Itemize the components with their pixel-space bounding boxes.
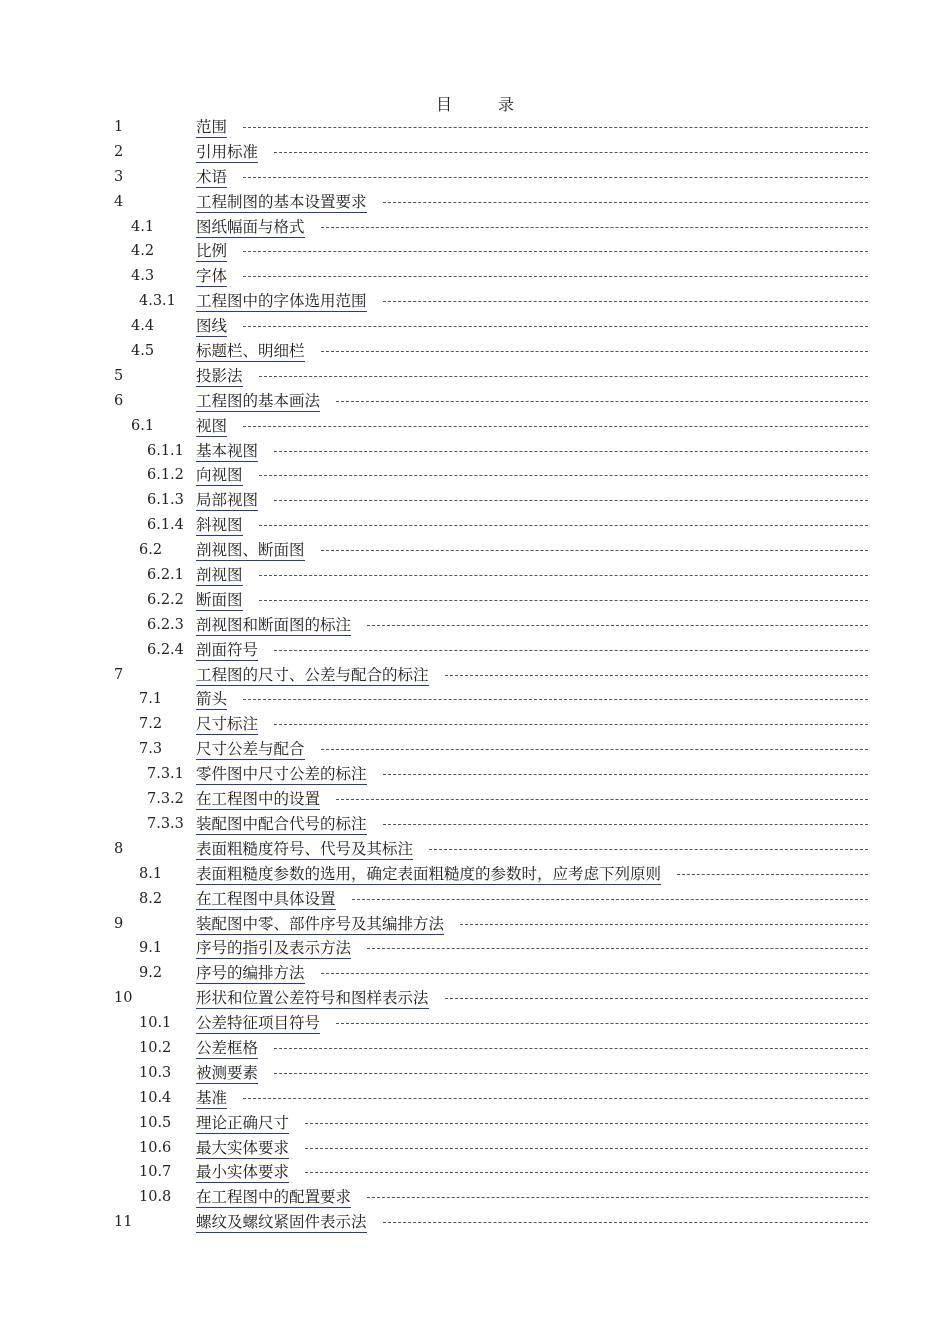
toc-leader-line xyxy=(321,351,868,352)
toc-entry[interactable] xyxy=(0,763,950,788)
toc-entry[interactable] xyxy=(0,987,950,1012)
toc-entry-link[interactable]: 尺寸标注 xyxy=(196,715,259,734)
toc-leader-line xyxy=(243,1098,868,1099)
toc-entry[interactable] xyxy=(0,589,950,614)
toc-entry-number: 6.1.3 xyxy=(147,492,184,509)
toc-entry-number: 10.3 xyxy=(139,1064,172,1081)
toc-entry-link[interactable]: 形状和位置公差符号和图样表示法 xyxy=(196,989,429,1008)
toc-leader-line xyxy=(243,699,868,700)
toc-entry-link[interactable]: 在工程图中的配置要求 xyxy=(196,1188,352,1207)
toc-leader-line xyxy=(367,1197,868,1198)
toc-entry-link[interactable]: 剖视图和断面图的标注 xyxy=(196,615,352,634)
toc-entry[interactable] xyxy=(0,813,950,838)
toc-leader-line xyxy=(677,874,868,875)
toc-entry[interactable] xyxy=(0,788,950,813)
toc-entry-number: 7.3 xyxy=(139,741,163,758)
toc-entry-number: 6.1.2 xyxy=(147,467,184,484)
toc-entry-number: 11 xyxy=(114,1214,133,1231)
toc-entry-link[interactable]: 装配图中配合代号的标注 xyxy=(196,814,367,833)
toc-leader-line xyxy=(274,451,868,452)
toc-entry-link[interactable]: 最小实体要求 xyxy=(196,1163,290,1182)
toc-entry-link[interactable]: 工程图的基本画法 xyxy=(196,391,321,410)
toc-entry-number: 8.2 xyxy=(139,890,163,907)
toc-entry-link[interactable]: 向视图 xyxy=(196,466,243,485)
toc-entry-number: 4.3 xyxy=(131,268,155,285)
toc-entry[interactable] xyxy=(0,290,950,315)
toc-entry[interactable] xyxy=(0,315,950,340)
toc-leader-line xyxy=(274,500,868,501)
toc-leader-line xyxy=(274,1073,868,1074)
toc-entry-link[interactable]: 比例 xyxy=(196,242,228,261)
toc-entry[interactable] xyxy=(0,539,950,564)
toc-entry-link[interactable]: 标题栏、明细栏 xyxy=(196,342,305,361)
toc-entry-link[interactable]: 最大实体要求 xyxy=(196,1138,290,1157)
toc-entry-link[interactable]: 序号的指引及表示方法 xyxy=(196,939,352,958)
toc-entry-number: 9 xyxy=(114,915,124,932)
toc-entry-link[interactable]: 图线 xyxy=(196,317,228,336)
toc-leader-line xyxy=(383,202,868,203)
toc-entry-link[interactable]: 理论正确尺寸 xyxy=(196,1113,290,1132)
toc-leader-line xyxy=(321,973,868,974)
toc-entry-number: 10.7 xyxy=(139,1164,172,1181)
toc-entry[interactable] xyxy=(0,1062,950,1087)
toc-entry[interactable] xyxy=(0,639,950,664)
toc-leader-line xyxy=(445,998,868,999)
toc-entry[interactable] xyxy=(0,913,950,938)
toc-leader-line xyxy=(429,849,868,850)
toc-leader-line xyxy=(243,127,868,128)
toc-entry[interactable] xyxy=(0,240,950,265)
toc-entry-number: 10.1 xyxy=(139,1015,172,1032)
toc-entry[interactable] xyxy=(0,937,950,962)
toc-entry[interactable] xyxy=(0,141,950,166)
toc-entry[interactable] xyxy=(0,514,950,539)
toc-heading-right: 录 xyxy=(498,95,515,114)
toc-entry-link[interactable]: 被测要素 xyxy=(196,1063,259,1082)
toc-entry[interactable] xyxy=(0,688,950,713)
toc-leader-line xyxy=(259,525,868,526)
toc-entry[interactable] xyxy=(0,1161,950,1186)
toc-entry-number: 5 xyxy=(114,367,124,384)
toc-entry-number: 6.1.4 xyxy=(147,517,184,534)
toc-entry-number: 7.2 xyxy=(139,716,163,733)
toc-entry-number: 4.2 xyxy=(131,243,155,260)
toc-entry-number: 6 xyxy=(114,392,124,409)
toc-entry-number: 4 xyxy=(114,193,124,210)
toc-entry[interactable] xyxy=(0,365,950,390)
toc-entry-number: 7 xyxy=(114,666,124,683)
toc-entry[interactable] xyxy=(0,1137,950,1162)
toc-leader-line xyxy=(243,177,868,178)
toc-entry[interactable] xyxy=(0,1186,950,1211)
toc-entry-number: 10.6 xyxy=(139,1139,172,1156)
toc-entry-number: 6.2 xyxy=(139,542,163,559)
toc-entry-number: 7.1 xyxy=(139,691,163,708)
toc-leader-line xyxy=(305,1148,868,1149)
toc-entry-number: 6.2.1 xyxy=(147,567,184,584)
toc-entry-link[interactable]: 工程图中的字体选用范围 xyxy=(196,292,367,311)
toc-entry-number: 7.3.3 xyxy=(147,815,184,832)
toc-leader-line xyxy=(274,650,868,651)
toc-entry-number: 4.1 xyxy=(131,218,155,235)
toc-leader-line xyxy=(274,1048,868,1049)
toc-entry-link[interactable]: 斜视图 xyxy=(196,516,243,535)
toc-leader-line xyxy=(383,774,868,775)
toc-entry-number: 10.4 xyxy=(139,1089,172,1106)
toc-entry-number: 6.2.3 xyxy=(147,616,184,633)
table-of-contents xyxy=(0,116,950,1236)
toc-entry[interactable] xyxy=(0,415,950,440)
toc-leader-line xyxy=(259,600,868,601)
toc-entry[interactable] xyxy=(0,340,950,365)
toc-heading xyxy=(0,92,950,115)
toc-leader-line xyxy=(383,1222,868,1223)
toc-leader-line xyxy=(259,376,868,377)
toc-entry-link[interactable]: 零件图中尺寸公差的标注 xyxy=(196,765,367,784)
toc-entry[interactable] xyxy=(0,390,950,415)
toc-entry-link[interactable]: 局部视图 xyxy=(196,491,259,510)
toc-leader-line xyxy=(321,749,868,750)
toc-leader-line xyxy=(460,924,868,925)
toc-entry-link[interactable]: 剖面符号 xyxy=(196,640,259,659)
toc-entry-number: 9.2 xyxy=(139,965,163,982)
toc-entry-link[interactable]: 在工程图中的设置 xyxy=(196,790,321,809)
toc-entry-link[interactable]: 尺寸公差与配合 xyxy=(196,740,305,759)
toc-entry[interactable] xyxy=(0,1211,950,1236)
toc-leader-line xyxy=(243,251,868,252)
toc-entry[interactable] xyxy=(0,564,950,589)
toc-entry[interactable] xyxy=(0,489,950,514)
toc-leader-line xyxy=(367,948,868,949)
toc-entry-link[interactable]: 工程图的尺寸、公差与配合的标注 xyxy=(196,665,429,684)
toc-entry-link[interactable]: 螺纹及螺纹紧固件表示法 xyxy=(196,1213,367,1232)
toc-entry[interactable] xyxy=(0,440,950,465)
toc-leader-line xyxy=(367,625,868,626)
toc-entry-link[interactable]: 公差框格 xyxy=(196,1038,259,1057)
toc-leader-line xyxy=(259,475,868,476)
toc-leader-line xyxy=(274,152,868,153)
toc-entry[interactable] xyxy=(0,1112,950,1137)
toc-leader-line xyxy=(305,1123,868,1124)
toc-entry[interactable] xyxy=(0,464,950,489)
toc-entry-number: 4.3.1 xyxy=(139,293,176,310)
toc-entry-link[interactable]: 基准 xyxy=(196,1088,228,1107)
toc-leader-line xyxy=(243,276,868,277)
toc-entry[interactable] xyxy=(0,738,950,763)
toc-entry[interactable] xyxy=(0,1087,950,1112)
toc-entry-link[interactable]: 图纸幅面与格式 xyxy=(196,217,305,236)
toc-entry-link[interactable]: 断面图 xyxy=(196,590,243,609)
toc-entry-number: 6.1.1 xyxy=(147,442,184,459)
toc-entry[interactable] xyxy=(0,191,950,216)
toc-entry[interactable] xyxy=(0,1037,950,1062)
toc-entry[interactable] xyxy=(0,1012,950,1037)
toc-entry-number: 10.8 xyxy=(139,1189,172,1206)
toc-entry-link[interactable]: 表面粗糙度参数的选用，确定表面粗糙度的参数时，应考虑下列原则 xyxy=(196,864,662,883)
toc-entry-number: 10.2 xyxy=(139,1039,172,1056)
toc-entry-link[interactable]: 公差特征项目符号 xyxy=(196,1014,321,1033)
toc-entry[interactable] xyxy=(0,216,950,241)
toc-leader-line xyxy=(352,899,868,900)
toc-entry-number: 6.1 xyxy=(131,417,155,434)
toc-entry[interactable] xyxy=(0,713,950,738)
toc-entry-number: 10.5 xyxy=(139,1114,172,1131)
toc-heading-left: 目 xyxy=(435,95,452,114)
toc-entry-number: 6.2.4 xyxy=(147,641,184,658)
toc-entry-link[interactable]: 装配图中零、部件序号及其编排方法 xyxy=(196,914,445,933)
toc-entry-link[interactable]: 剖视图、断面图 xyxy=(196,541,305,560)
toc-leader-line xyxy=(305,1172,868,1173)
toc-entry-number: 9.1 xyxy=(139,940,163,957)
toc-leader-line xyxy=(259,575,868,576)
toc-entry-link[interactable]: 术语 xyxy=(196,167,228,186)
toc-leader-line xyxy=(383,301,868,302)
toc-leader-line xyxy=(383,824,868,825)
toc-entry[interactable] xyxy=(0,888,950,913)
toc-entry[interactable] xyxy=(0,838,950,863)
toc-leader-line xyxy=(274,724,868,725)
toc-entry-number: 10 xyxy=(114,990,133,1007)
toc-entry-number: 6.2.2 xyxy=(147,591,184,608)
toc-leader-line xyxy=(336,1023,868,1024)
toc-leader-line xyxy=(445,675,868,676)
toc-entry-link[interactable]: 箭头 xyxy=(196,690,228,709)
toc-entry-link[interactable]: 在工程图中具体设置 xyxy=(196,889,336,908)
toc-entry-link[interactable]: 视图 xyxy=(196,416,228,435)
toc-entry-link[interactable]: 工程制图的基本设置要求 xyxy=(196,192,367,211)
toc-entry-link[interactable]: 表面粗糙度符号、代号及其标注 xyxy=(196,839,414,858)
toc-entry-link[interactable]: 引用标准 xyxy=(196,142,259,161)
toc-leader-line xyxy=(243,426,868,427)
toc-entry-number: 3 xyxy=(114,168,124,185)
toc-entry-number: 7.3.2 xyxy=(147,791,184,808)
toc-entry-number: 7.3.1 xyxy=(147,766,184,783)
toc-entry-number: 4.5 xyxy=(131,343,155,360)
toc-entry[interactable] xyxy=(0,166,950,191)
toc-entry-link[interactable]: 基本视图 xyxy=(196,441,259,460)
toc-leader-line xyxy=(243,326,868,327)
toc-leader-line xyxy=(321,227,868,228)
toc-entry-number: 8 xyxy=(114,840,124,857)
toc-entry[interactable] xyxy=(0,962,950,987)
toc-entry-link[interactable]: 字体 xyxy=(196,267,228,286)
toc-entry[interactable] xyxy=(0,265,950,290)
toc-leader-line xyxy=(336,799,868,800)
toc-leader-line xyxy=(336,401,868,402)
toc-entry[interactable] xyxy=(0,116,950,141)
toc-entry-link[interactable]: 投影法 xyxy=(196,366,243,385)
toc-entry-link[interactable]: 剖视图 xyxy=(196,566,243,585)
toc-entry-number: 1 xyxy=(114,119,124,135)
toc-entry-number: 8.1 xyxy=(139,865,163,882)
toc-entry[interactable] xyxy=(0,614,950,639)
toc-leader-line xyxy=(321,550,868,551)
toc-entry[interactable] xyxy=(0,664,950,689)
toc-entry-link[interactable]: 范围 xyxy=(196,118,228,136)
toc-entry[interactable] xyxy=(0,863,950,888)
toc-entry-link[interactable]: 序号的编排方法 xyxy=(196,964,305,983)
toc-entry-number: 4.4 xyxy=(131,318,155,335)
toc-entry-number: 2 xyxy=(114,143,124,160)
